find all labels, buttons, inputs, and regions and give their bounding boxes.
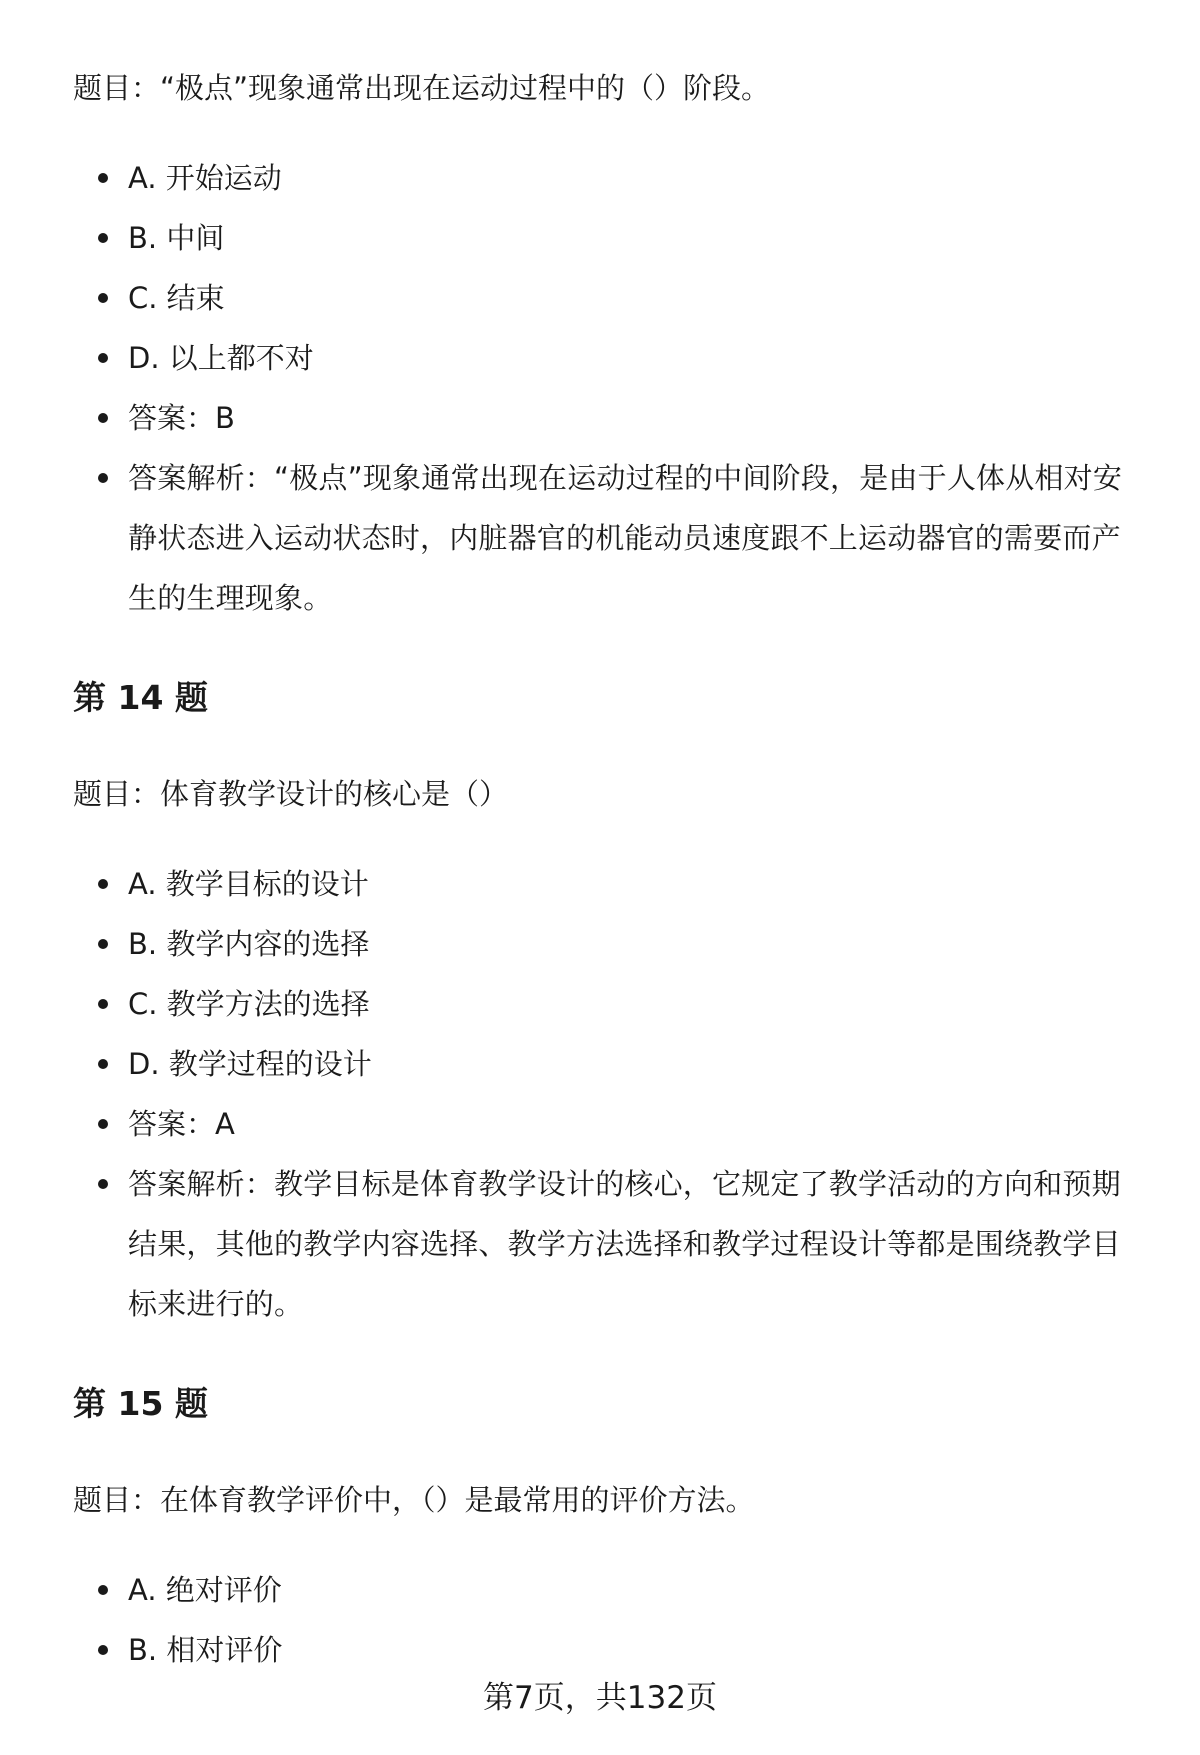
question-15-stem: 题目：在体育教学评价中，（）是最常用的评价方法。	[73, 1483, 755, 1517]
question-15-option-a: A. 绝对评价	[0, 1560, 1200, 1620]
question-14-option-b: B. 教学内容的选择	[0, 914, 1200, 974]
question-13-answer: 答案：B	[0, 388, 1200, 448]
question-14-heading: 第 14 题	[73, 678, 208, 717]
question-14-answer: 答案：A	[0, 1094, 1200, 1154]
question-14-option-a: A. 教学目标的设计	[0, 854, 1200, 914]
question-13-option-a: A. 开始运动	[0, 148, 1200, 208]
question-13-option-d: D. 以上都不对	[0, 328, 1200, 388]
question-15-option-b: B. 相对评价	[0, 1620, 1200, 1680]
question-15-options	[0, 1560, 1200, 1680]
question-13-option-c: C. 结束	[0, 268, 1200, 328]
question-13-stem: 题目：“极点”现象通常出现在运动过程中的（）阶段。	[73, 71, 771, 105]
page-number-footer: 第7页，共132页	[483, 1680, 717, 1716]
question-14-option-d: D. 教学过程的设计	[0, 1034, 1200, 1094]
question-14-option-c: C. 教学方法的选择	[0, 974, 1200, 1034]
question-13-options	[0, 148, 1200, 628]
question-14-options	[0, 854, 1200, 1334]
question-13-option-b: B. 中间	[0, 208, 1200, 268]
question-14-explanation: 答案解析：教学目标是体育教学设计的核心，它规定了教学活动的方向和预期结果，其他的教学内容选择、教学方法选择和教学过程设计等都是围绕教学目标来进行的。	[0, 1154, 1143, 1334]
question-13-explanation: 答案解析：“极点”现象通常出现在运动过程的中间阶段，是由于人体从相对安静状态进入运动状态时，内脏器官的机能动员速度跟不上运动器官的需要而产生的生理现象。	[0, 448, 1143, 628]
question-14-stem: 题目：体育教学设计的核心是（）	[73, 777, 509, 811]
question-15-heading: 第 15 题	[73, 1384, 208, 1423]
